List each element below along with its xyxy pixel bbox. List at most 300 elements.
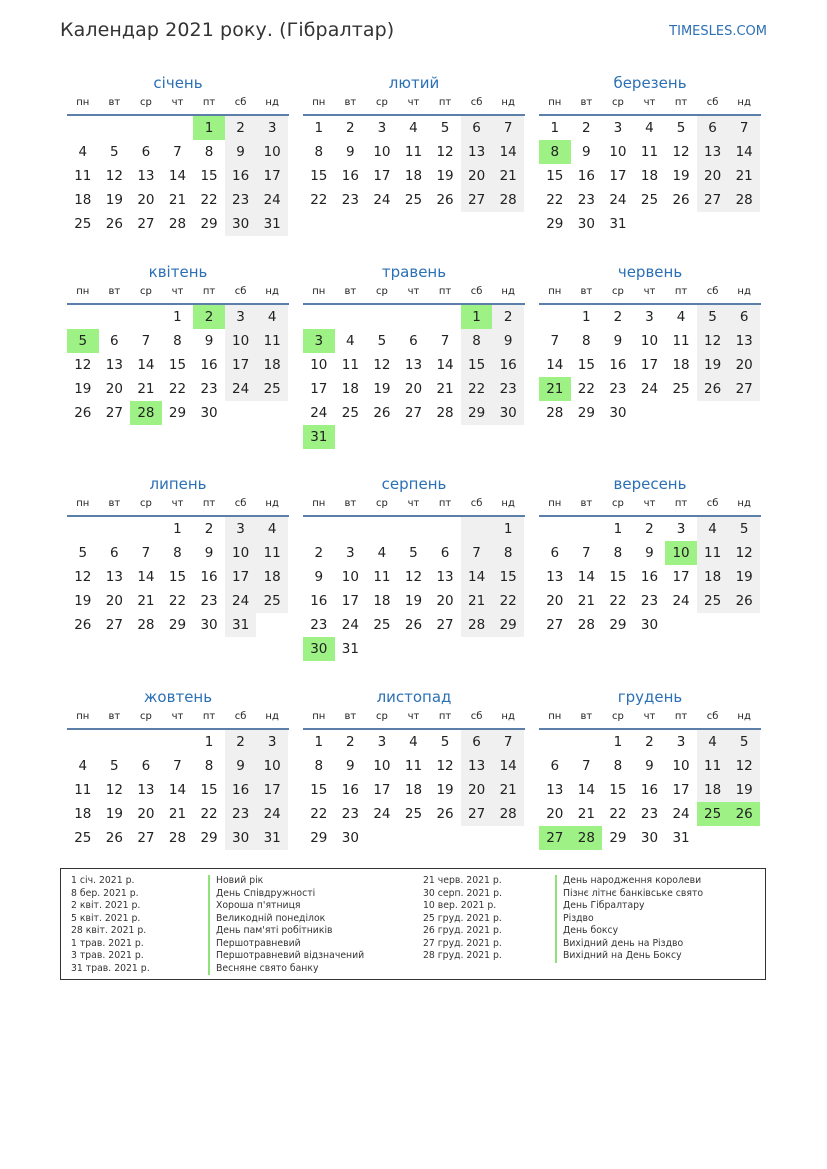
weekday-label: пт xyxy=(674,97,688,108)
day-cell: 11 xyxy=(697,541,729,565)
day-cell: 25 xyxy=(256,589,288,613)
day-cell: 16 xyxy=(609,357,627,373)
weekday-label: ср xyxy=(375,97,388,108)
week-row xyxy=(303,425,525,449)
day-cell: 25 xyxy=(640,192,659,208)
day-cell: 13 xyxy=(546,782,564,798)
day-cell: 1 xyxy=(314,120,324,136)
holiday-date: 31 трав. 2021 р. xyxy=(71,962,150,974)
empty-cell xyxy=(492,637,524,661)
week-row xyxy=(303,140,525,164)
day-cell: 30 xyxy=(492,401,524,425)
empty-cell xyxy=(99,730,131,754)
week-row xyxy=(67,730,289,754)
day-cell: 17 xyxy=(225,565,257,589)
weekday-label: ср xyxy=(139,711,152,722)
empty-cell xyxy=(539,305,571,329)
empty-cell xyxy=(539,517,571,541)
holiday-name: День пам'яті робітників xyxy=(208,925,364,938)
weekday-label: пт xyxy=(674,498,688,509)
weekday-header xyxy=(67,497,289,515)
day-cell: 13 xyxy=(137,782,155,798)
day-cell: 10 xyxy=(225,329,257,353)
weekday-label: нд xyxy=(501,498,515,509)
day-cell: 12 xyxy=(672,144,690,160)
empty-cell xyxy=(162,730,194,754)
empty-cell xyxy=(429,517,461,541)
empty-cell xyxy=(571,730,603,754)
day-cell: 10 xyxy=(256,140,288,164)
weekday-label: вт xyxy=(344,711,357,722)
day-cell: 16 xyxy=(640,569,659,585)
empty-cell xyxy=(366,826,398,850)
week-row xyxy=(303,164,525,188)
day-cell: 20 xyxy=(137,192,155,208)
weekday-header xyxy=(303,710,525,728)
day-cell: 27 xyxy=(105,405,123,421)
week-row xyxy=(539,613,761,637)
day-cell: 19 xyxy=(373,381,391,397)
day-cell: 27 xyxy=(461,802,493,826)
day-cell: 12 xyxy=(728,541,760,565)
day-cell: 1 xyxy=(613,734,623,750)
empty-cell xyxy=(335,305,367,329)
weekday-label: вт xyxy=(580,97,593,108)
day-cell: 24 xyxy=(310,405,328,421)
day-cell: 13 xyxy=(461,140,493,164)
week-row xyxy=(303,802,525,826)
empty-cell xyxy=(492,826,524,850)
day-cell: 8 xyxy=(613,545,623,561)
day-cell: 1 xyxy=(314,734,324,750)
empty-cell xyxy=(99,517,131,541)
day-cell: 19 xyxy=(74,381,92,397)
empty-cell xyxy=(492,425,524,449)
empty-cell xyxy=(398,517,430,541)
day-cell: 19 xyxy=(404,593,423,609)
day-cell: 18 xyxy=(672,357,690,373)
weekday-label: ср xyxy=(611,711,624,722)
day-cell: 12 xyxy=(373,357,391,373)
day-cell: 15 xyxy=(609,569,627,585)
empty-cell xyxy=(303,517,335,541)
day-cell: 19 xyxy=(436,782,454,798)
weekday-label: сб xyxy=(234,97,247,108)
weekday-label: вт xyxy=(344,498,357,509)
weekday-label: нд xyxy=(265,498,279,509)
holiday-date: 28 квіт. 2021 р. xyxy=(71,925,147,936)
day-cell: 17 xyxy=(609,168,627,184)
empty-cell xyxy=(398,637,430,661)
day-cell: 6 xyxy=(461,116,493,140)
day-cell: 27 xyxy=(697,188,729,212)
day-cell: 17 xyxy=(310,381,328,397)
holiday-name: Новий рік xyxy=(208,875,364,888)
month-name: червень xyxy=(617,263,683,281)
day-cell: 30 xyxy=(225,212,257,236)
month-name: вересень xyxy=(613,475,687,493)
day-cell: 27 xyxy=(105,617,123,633)
day-cell: 20 xyxy=(546,593,564,609)
empty-cell xyxy=(398,826,430,850)
empty-cell xyxy=(461,637,493,661)
day-cell: 26 xyxy=(404,617,423,633)
empty-cell xyxy=(99,305,131,329)
day-cell: 10 xyxy=(256,754,288,778)
day-cell: 2 xyxy=(346,734,355,750)
day-cell: 29 xyxy=(609,830,627,846)
weekday-label: сб xyxy=(706,498,719,509)
weekday-label: пн xyxy=(76,498,90,509)
week-row xyxy=(539,826,761,850)
day-cell: 13 xyxy=(728,329,760,353)
day-cell: 27 xyxy=(137,216,155,232)
month-name: жовтень xyxy=(143,688,213,706)
week-row xyxy=(539,140,761,164)
weekday-label: пн xyxy=(312,286,326,297)
weekday-header xyxy=(539,497,761,515)
week-row xyxy=(539,353,761,377)
day-cell: 30 xyxy=(640,830,659,846)
day-cell: 24 xyxy=(672,806,690,822)
empty-cell xyxy=(728,613,760,637)
day-cell: 19 xyxy=(105,192,123,208)
holiday-date: 2 квіт. 2021 р. xyxy=(71,900,141,911)
week-row xyxy=(303,826,525,850)
day-cell: 26 xyxy=(728,802,760,826)
weekday-label: ср xyxy=(375,711,388,722)
day-cell: 30 xyxy=(200,617,218,633)
day-cell: 12 xyxy=(404,569,423,585)
week-row xyxy=(539,589,761,613)
day-cell: 19 xyxy=(105,806,123,822)
day-cell: 1 xyxy=(461,305,493,329)
day-cell: 16 xyxy=(200,569,218,585)
day-cell: 20 xyxy=(105,593,123,609)
day-cell: 22 xyxy=(310,806,328,822)
day-cell: 15 xyxy=(577,357,595,373)
day-cell: 12 xyxy=(728,754,760,778)
empty-cell xyxy=(67,517,99,541)
holiday-date: 1 трав. 2021 р. xyxy=(71,937,144,949)
week-row xyxy=(539,188,761,212)
day-cell: 9 xyxy=(645,545,654,561)
day-cell: 28 xyxy=(168,216,187,232)
day-cell: 15 xyxy=(461,353,493,377)
week-row xyxy=(67,541,289,565)
day-cell: 12 xyxy=(697,329,729,353)
day-cell: 5 xyxy=(440,120,450,136)
holiday-name: Великодній понеділок xyxy=(208,913,364,926)
day-cell: 9 xyxy=(346,144,355,160)
day-cell: 20 xyxy=(137,806,155,822)
day-cell: 8 xyxy=(492,541,524,565)
day-cell: 27 xyxy=(539,826,571,850)
day-cell: 29 xyxy=(492,613,524,637)
day-cell: 3 xyxy=(676,734,686,750)
day-cell: 8 xyxy=(314,758,324,774)
day-cell: 19 xyxy=(697,353,729,377)
weekday-label: пт xyxy=(202,97,216,108)
weekday-label: пн xyxy=(312,498,326,509)
day-cell: 4 xyxy=(409,120,418,136)
day-cell: 3 xyxy=(676,521,686,537)
holiday-name: Хороша п'ятниця xyxy=(208,900,364,913)
day-cell: 14 xyxy=(577,782,595,798)
week-row xyxy=(303,329,525,353)
day-cell: 26 xyxy=(74,617,92,633)
weekday-label: пн xyxy=(76,286,90,297)
week-row xyxy=(67,377,289,401)
holiday-date: 3 трав. 2021 р. xyxy=(71,950,144,961)
day-cell: 29 xyxy=(461,401,493,425)
day-cell: 21 xyxy=(168,192,187,208)
day-cell: 14 xyxy=(461,565,493,589)
weekday-label: пт xyxy=(438,498,452,509)
day-cell: 17 xyxy=(672,782,690,798)
day-cell: 22 xyxy=(168,593,187,609)
day-cell: 12 xyxy=(105,782,123,798)
day-cell: 2 xyxy=(492,305,524,329)
day-cell: 21 xyxy=(539,377,571,401)
day-cell: 14 xyxy=(137,357,155,373)
empty-cell xyxy=(728,401,760,425)
holiday-date: 25 груд. 2021 р. xyxy=(423,912,502,924)
weekday-label: нд xyxy=(737,286,751,297)
day-cell: 20 xyxy=(461,778,493,802)
holiday-name: Вихідний день на Різдво xyxy=(555,938,703,951)
day-cell: 28 xyxy=(130,401,162,425)
weekday-label: пн xyxy=(312,97,326,108)
weekday-label: пн xyxy=(76,97,90,108)
day-cell: 14 xyxy=(168,168,187,184)
day-cell: 28 xyxy=(436,405,454,421)
day-cell: 23 xyxy=(640,593,659,609)
week-row xyxy=(67,212,289,236)
day-cell: 23 xyxy=(577,192,595,208)
day-cell: 8 xyxy=(173,545,182,561)
site-link[interactable]: TIMESLES.COM xyxy=(669,24,767,39)
holiday-legend xyxy=(60,868,766,980)
day-cell: 17 xyxy=(640,357,659,373)
day-cell: 6 xyxy=(461,730,493,754)
week-row xyxy=(303,377,525,401)
day-cell: 31 xyxy=(256,212,288,236)
holiday-date: 21 черв. 2021 р. xyxy=(423,875,502,886)
day-cell: 18 xyxy=(74,806,92,822)
month-name: листопад xyxy=(376,688,452,706)
day-cell: 14 xyxy=(492,754,524,778)
holiday-date: 28 груд. 2021 р. xyxy=(423,950,502,961)
day-cell: 30 xyxy=(640,617,659,633)
empty-cell xyxy=(429,305,461,329)
weekday-label: сб xyxy=(470,97,483,108)
empty-cell xyxy=(99,116,131,140)
day-cell: 5 xyxy=(409,545,418,561)
day-cell: 9 xyxy=(314,569,324,585)
day-cell: 11 xyxy=(74,168,92,184)
day-cell: 21 xyxy=(492,164,524,188)
day-cell: 13 xyxy=(404,357,423,373)
day-cell: 20 xyxy=(546,806,564,822)
day-cell: 27 xyxy=(137,830,155,846)
empty-cell xyxy=(225,401,257,425)
day-cell: 15 xyxy=(200,782,218,798)
day-cell: 9 xyxy=(225,140,257,164)
day-cell: 26 xyxy=(436,806,454,822)
day-cell: 20 xyxy=(105,381,123,397)
weekday-label: вт xyxy=(580,498,593,509)
day-cell: 22 xyxy=(577,381,595,397)
day-cell: 6 xyxy=(409,333,418,349)
day-cell: 1 xyxy=(173,309,182,325)
week-row xyxy=(539,401,761,425)
day-cell: 11 xyxy=(341,357,359,373)
weekday-header xyxy=(303,497,525,515)
day-cell: 11 xyxy=(672,333,690,349)
empty-cell xyxy=(429,826,461,850)
day-cell: 1 xyxy=(204,734,214,750)
empty-cell xyxy=(335,517,367,541)
empty-cell xyxy=(728,212,760,236)
day-cell: 3 xyxy=(256,730,288,754)
day-cell: 8 xyxy=(582,333,591,349)
day-cell: 18 xyxy=(697,778,729,802)
day-cell: 27 xyxy=(728,377,760,401)
holiday-date: 26 груд. 2021 р. xyxy=(423,925,502,936)
week-row xyxy=(67,778,289,802)
weekday-label: пн xyxy=(548,97,562,108)
empty-cell xyxy=(665,212,697,236)
day-cell: 12 xyxy=(74,357,92,373)
day-cell: 24 xyxy=(373,806,391,822)
empty-cell xyxy=(67,116,99,140)
day-cell: 27 xyxy=(461,188,493,212)
day-cell: 21 xyxy=(436,381,454,397)
day-cell: 5 xyxy=(440,734,450,750)
empty-cell xyxy=(366,305,398,329)
week-row xyxy=(303,188,525,212)
day-cell: 9 xyxy=(492,329,524,353)
weekday-label: чт xyxy=(407,498,420,509)
day-cell: 12 xyxy=(436,758,454,774)
day-cell: 31 xyxy=(609,216,627,232)
day-cell: 14 xyxy=(492,140,524,164)
day-cell: 23 xyxy=(341,806,359,822)
day-cell: 5 xyxy=(676,120,686,136)
day-cell: 25 xyxy=(672,381,690,397)
day-cell: 2 xyxy=(314,545,324,561)
day-cell: 29 xyxy=(168,617,187,633)
weekday-label: чт xyxy=(171,711,184,722)
day-cell: 21 xyxy=(492,778,524,802)
weekday-header xyxy=(67,285,289,303)
day-cell: 28 xyxy=(137,617,155,633)
day-cell: 1 xyxy=(613,521,623,537)
day-cell: 28 xyxy=(492,188,524,212)
month-3 xyxy=(539,73,761,236)
empty-cell xyxy=(665,401,697,425)
weekday-label: нд xyxy=(265,711,279,722)
week-row xyxy=(539,377,761,401)
week-row xyxy=(539,517,761,541)
month-name: серпень xyxy=(381,475,447,493)
day-cell: 22 xyxy=(168,381,187,397)
day-cell: 29 xyxy=(200,830,218,846)
holiday-date: 1 січ. 2021 р. xyxy=(71,875,135,886)
day-cell: 8 xyxy=(314,144,324,160)
month-4 xyxy=(67,262,289,425)
day-cell: 2 xyxy=(645,521,654,537)
day-cell: 5 xyxy=(377,333,387,349)
day-cell: 25 xyxy=(74,216,92,232)
weekday-label: нд xyxy=(737,498,751,509)
day-cell: 22 xyxy=(200,192,218,208)
week-row xyxy=(539,305,761,329)
weekday-header xyxy=(539,710,761,728)
day-cell: 5 xyxy=(78,545,88,561)
day-cell: 7 xyxy=(440,333,450,349)
weekday-label: чт xyxy=(171,498,184,509)
day-cell: 26 xyxy=(672,192,690,208)
day-cell: 27 xyxy=(546,617,564,633)
weekday-label: сб xyxy=(706,286,719,297)
holiday-name: Весняне свято банку xyxy=(208,963,364,976)
day-cell: 7 xyxy=(173,758,182,774)
day-cell: 23 xyxy=(609,381,627,397)
weekday-label: чт xyxy=(407,97,420,108)
day-cell: 31 xyxy=(341,641,359,657)
day-cell: 9 xyxy=(204,333,214,349)
month-2 xyxy=(303,73,525,212)
day-cell: 21 xyxy=(728,164,760,188)
day-cell: 17 xyxy=(341,593,359,609)
day-cell: 28 xyxy=(461,613,493,637)
day-cell: 4 xyxy=(78,144,88,160)
day-cell: 1 xyxy=(492,517,524,541)
day-cell: 24 xyxy=(225,377,257,401)
day-cell: 9 xyxy=(225,754,257,778)
day-cell: 7 xyxy=(550,333,560,349)
month-9 xyxy=(539,474,761,637)
day-cell: 24 xyxy=(341,617,359,633)
day-cell: 7 xyxy=(582,758,591,774)
day-cell: 6 xyxy=(440,545,450,561)
week-row xyxy=(303,541,525,565)
day-cell: 9 xyxy=(613,333,623,349)
week-row xyxy=(67,802,289,826)
day-cell: 30 xyxy=(225,826,257,850)
day-cell: 15 xyxy=(168,569,187,585)
weekday-label: нд xyxy=(501,97,515,108)
day-cell: 14 xyxy=(436,357,454,373)
weekday-header xyxy=(67,96,289,114)
day-cell: 6 xyxy=(141,144,151,160)
week-row xyxy=(539,164,761,188)
week-row xyxy=(303,517,525,541)
day-cell: 26 xyxy=(728,589,760,613)
day-cell: 13 xyxy=(436,569,454,585)
month-6 xyxy=(539,262,761,425)
day-cell: 6 xyxy=(550,758,560,774)
day-cell: 10 xyxy=(665,541,697,565)
day-cell: 30 xyxy=(609,405,627,421)
holiday-name: Першотравневий відзначений xyxy=(208,950,364,963)
day-cell: 30 xyxy=(577,216,595,232)
day-cell: 17 xyxy=(256,164,288,188)
day-cell: 18 xyxy=(404,782,423,798)
day-cell: 26 xyxy=(697,377,729,401)
